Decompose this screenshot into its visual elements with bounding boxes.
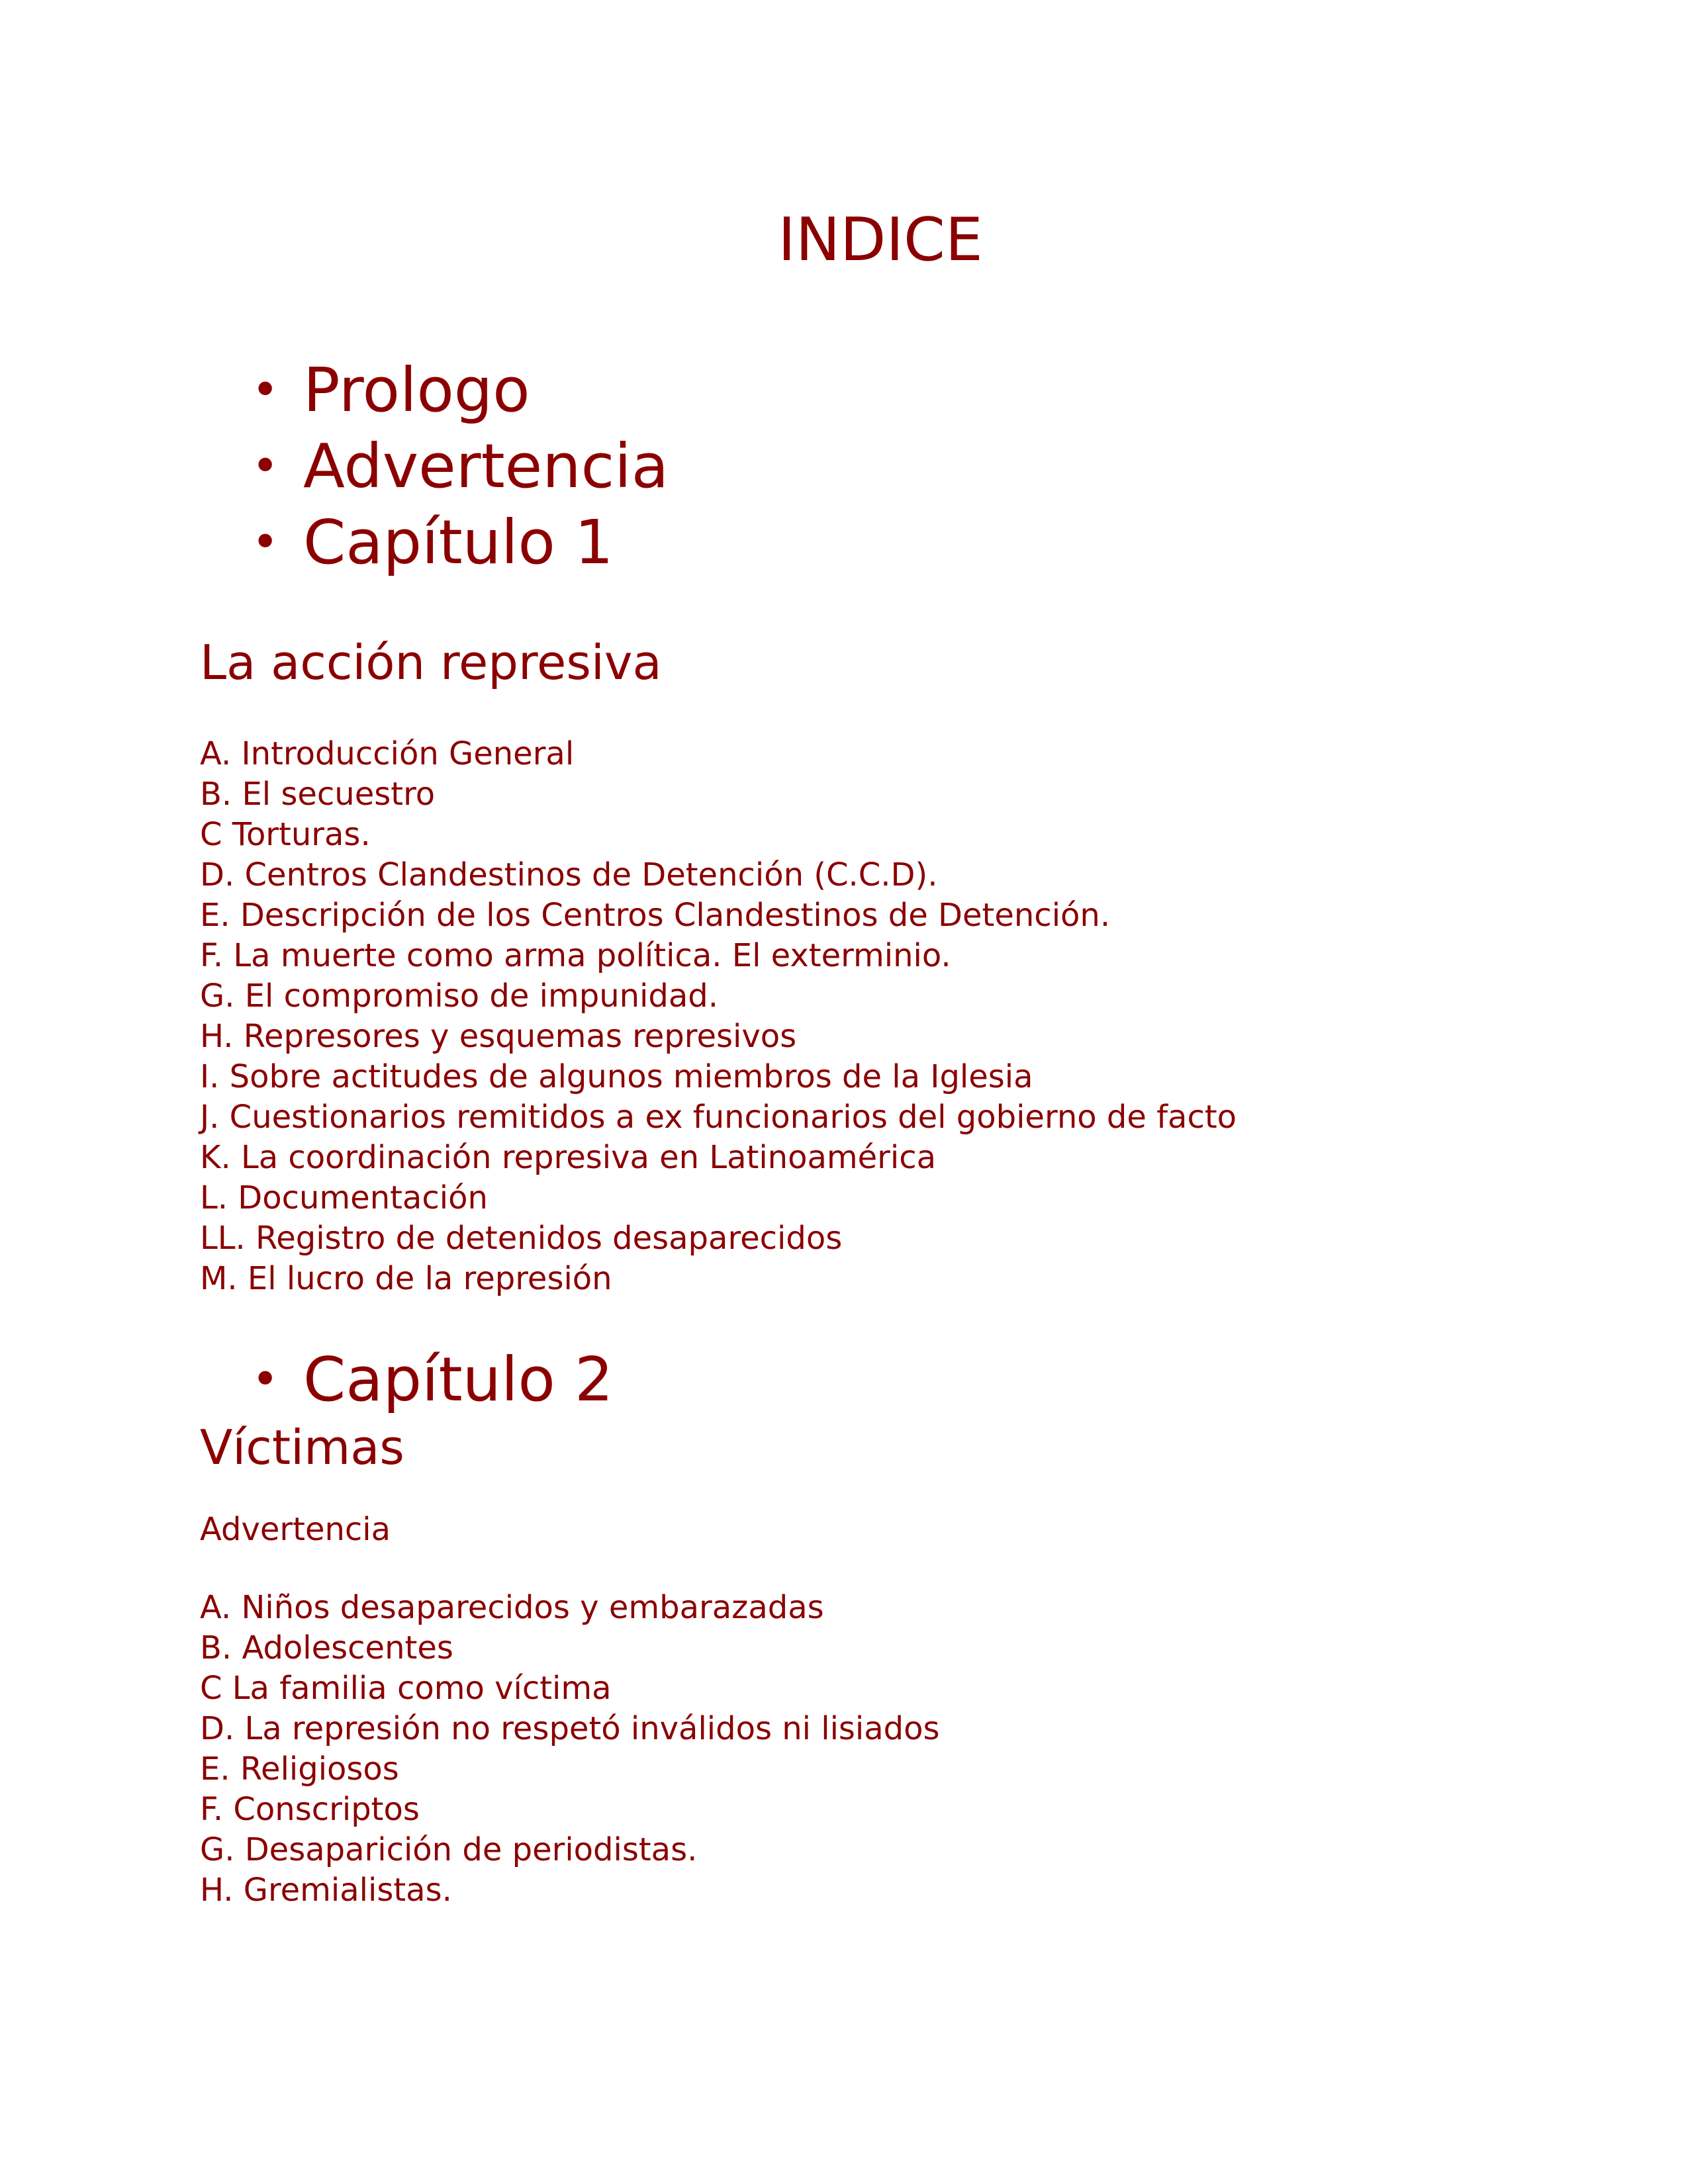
- bullet-icon: •: [252, 363, 279, 417]
- page-title: INDICE: [778, 205, 983, 275]
- top-bullet-list: [252, 352, 669, 580]
- list-item[interactable]: I. Sobre actitudes de algunos miembros de la Iglesia: [200, 1058, 1033, 1095]
- list-item[interactable]: D. Centros Clandestinos de Detención (C.C.D).: [200, 856, 938, 893]
- chapter2-bullet-list: [252, 1342, 614, 1418]
- bullet-prologo[interactable]: [252, 352, 669, 428]
- list-item[interactable]: F. Conscriptos: [200, 1791, 420, 1828]
- list-item[interactable]: G. El compromiso de impunidad.: [200, 978, 718, 1015]
- list-item[interactable]: H. Gremialistas.: [200, 1872, 452, 1909]
- chapter2-item-list: [200, 1588, 940, 1911]
- bullet-label: Capítulo 1: [303, 507, 614, 578]
- list-item[interactable]: D. La represión no respetó inválidos ni lisiados: [200, 1710, 940, 1747]
- list-item[interactable]: J. Cuestionarios remitidos a ex funcionarios del gobierno de facto: [200, 1099, 1237, 1136]
- bullet-label: Prologo: [303, 355, 530, 426]
- bullet-label: Capítulo 2: [303, 1344, 614, 1415]
- list-item[interactable]: B. Adolescentes: [200, 1629, 453, 1666]
- list-item[interactable]: F. La muerte como arma política. El exterminio.: [200, 937, 951, 974]
- list-item[interactable]: LL. Registro de detenidos desaparecidos: [200, 1220, 843, 1257]
- bullet-advertencia[interactable]: [252, 428, 669, 504]
- list-item[interactable]: K. La coordinación represiva en Latinoamérica: [200, 1139, 937, 1176]
- list-item[interactable]: A. Niños desaparecidos y embarazadas: [200, 1589, 824, 1626]
- list-item[interactable]: B. El secuestro: [200, 776, 436, 813]
- list-item[interactable]: G. Desaparición de periodistas.: [200, 1831, 698, 1868]
- bullet-label: Advertencia: [303, 431, 669, 502]
- chapter2-advertencia[interactable]: Advertencia: [200, 1511, 391, 1548]
- list-item[interactable]: L. Documentación: [200, 1179, 488, 1216]
- list-item[interactable]: C La familia como víctima: [200, 1670, 612, 1707]
- chapter2-heading: Víctimas: [200, 1420, 404, 1475]
- bullet-icon: •: [252, 1352, 279, 1406]
- list-item[interactable]: M. El lucro de la represión: [200, 1260, 612, 1297]
- list-item[interactable]: E. Descripción de los Centros Clandestinos de Detención.: [200, 897, 1111, 934]
- list-item[interactable]: E. Religiosos: [200, 1751, 399, 1788]
- list-item[interactable]: C Torturas.: [200, 816, 371, 853]
- bullet-capitulo-1[interactable]: [252, 504, 669, 580]
- bullet-icon: •: [252, 439, 279, 493]
- bullet-capitulo-2[interactable]: [252, 1342, 614, 1418]
- list-item[interactable]: A. Introducción General: [200, 735, 575, 772]
- chapter1-item-list: [200, 734, 1237, 1299]
- list-item[interactable]: H. Represores y esquemas represivos: [200, 1018, 797, 1055]
- chapter1-heading: La acción represiva: [200, 635, 662, 690]
- bullet-icon: •: [252, 515, 279, 569]
